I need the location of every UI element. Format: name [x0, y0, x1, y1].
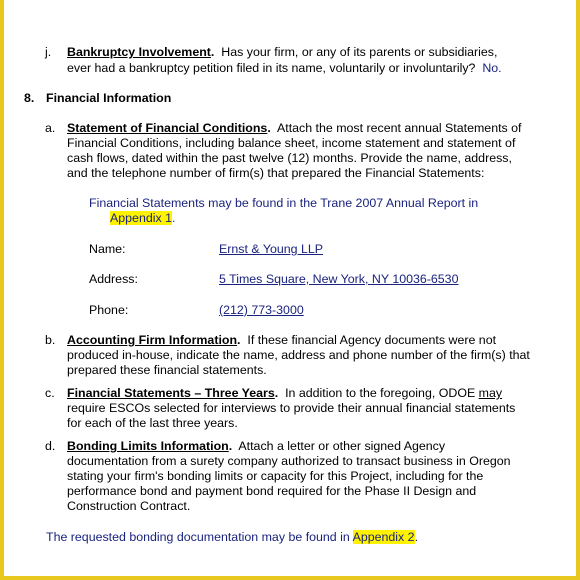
item-b-line2: produced in-house, indicate the name, address and phone number of the firm(s) that [67, 348, 530, 362]
item-a-line2: Financial Conditions, including balance sheet, income statement and statement of [67, 136, 516, 150]
item-d-text1: Attach a letter or other signed Agency [238, 439, 446, 453]
item-j-line1: Bankruptcy Involvement. Has your firm, or any of its parents or subsidiaries, [67, 45, 498, 59]
item-c-text1: In addition to the foregoing, ODOE [285, 386, 476, 400]
item-c-may: may [478, 386, 503, 400]
item-j-heading: Bankruptcy Involvement [67, 45, 211, 59]
item-a-line4: and the telephone number of firm(s) that prepared the Financial Statements: [67, 166, 485, 180]
name-value: Ernst & Young LLP [219, 242, 324, 256]
item-a-heading: Statement of Financial Conditions [67, 121, 268, 135]
item-d-line5: Construction Contract. [67, 499, 191, 513]
item-d-heading: Bonding Limits Information [67, 439, 229, 453]
item-a-response-line2: Appendix 1. [110, 211, 176, 225]
item-a-text1: Attach the most recent annual Statements of [276, 121, 522, 135]
item-c-line1: Financial Statements – Three Years. In addition to the foregoing, ODOE may [67, 386, 503, 400]
section-8-number: 8. [24, 91, 35, 105]
item-c-heading: Financial Statements – Three Years [67, 386, 275, 400]
item-b-line1: Accounting Firm Information. If these financial Agency documents were not [67, 333, 497, 347]
item-j-answer: No. [482, 61, 502, 75]
name-label: Name: [89, 242, 126, 256]
address-label: Address: [89, 272, 138, 286]
item-b-line3: prepared these financial statements. [67, 363, 267, 377]
footer-bonding-line: The requested bonding documentation may be found in Appendix 2. [46, 530, 419, 544]
phone-label: Phone: [89, 303, 129, 317]
section-8-title: Financial Information [46, 91, 172, 105]
phone-value: (212) 773-3000 [219, 303, 304, 317]
item-d-line2: documentation from a surety company authorized to transact business in Oregon [67, 454, 511, 468]
item-d-marker: d. [45, 439, 56, 453]
item-a-response-line1: Financial Statements may be found in the Trane 2007 Annual Report in [89, 196, 479, 210]
appendix-2-highlight: Appendix 2 [352, 530, 415, 544]
item-c-line3: for each of the last three years. [67, 416, 238, 430]
footer-text: The requested bonding documentation may be found in [46, 530, 350, 544]
item-b-marker: b. [45, 333, 56, 347]
item-d-line3: stating your firm's bonding limits or capacity for this Project, including for the [67, 469, 484, 483]
item-j-text1: Has your firm, or any of its parents or subsidiaries, [221, 45, 498, 59]
item-a-marker: a. [45, 121, 56, 135]
document-page [4, 0, 576, 576]
item-c-marker: c. [45, 386, 55, 400]
appendix-1-highlight: Appendix 1 [110, 211, 173, 225]
item-d-line4: performance bond and payment bond required for the Phase II Design and [67, 484, 477, 498]
item-b-heading: Accounting Firm Information [67, 333, 238, 347]
item-j-text2: ever had a bankruptcy petition filed in its name, voluntarily or involuntarily? [67, 61, 476, 75]
item-j-marker: j. [45, 45, 52, 59]
address-value: 5 Times Square, New York, NY 10036-6530 [219, 272, 459, 286]
item-a-line1: Statement of Financial Conditions. Attach the most recent annual Statements of [67, 121, 522, 135]
item-d-line1: Bonding Limits Information. Attach a letter or other signed Agency [67, 439, 446, 453]
item-b-text1: If these financial Agency documents were not [247, 333, 497, 347]
item-c-line2: require ESCOs selected for interviews to provide their annual financial statements [67, 401, 516, 415]
item-a-line3: cash flows, dated within the past twelve (12) months. Provide the name, address, [67, 151, 512, 165]
item-j-line2 [67, 61, 502, 76]
